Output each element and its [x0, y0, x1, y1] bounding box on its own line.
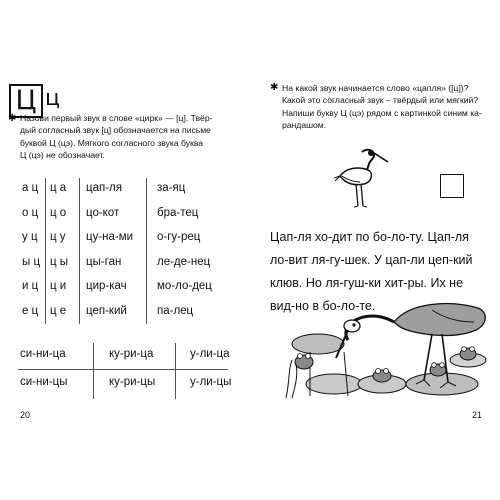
- syllable-cell: ы ц: [22, 256, 41, 268]
- right-instruction-line: рандашом.: [282, 120, 327, 131]
- word-cell: си-ни-цы: [20, 376, 68, 388]
- syllable-cell: е ц: [22, 305, 39, 317]
- word-cell: мо-ло-дец: [157, 280, 212, 292]
- syllable-cell: ц о: [50, 207, 67, 219]
- syllable-cell: ц у: [50, 231, 66, 243]
- word-row: [0, 348, 250, 372]
- syllable-row: [0, 231, 250, 255]
- syllable-row: [0, 207, 250, 231]
- syllable-cell: ц а: [50, 182, 67, 194]
- syllable-row: [0, 305, 250, 329]
- word-cell: цир-кач: [86, 280, 127, 292]
- syllable-row: [0, 256, 250, 280]
- word-cell: ку-ри-цы: [109, 376, 156, 388]
- syllable-cell: ц ы: [50, 256, 69, 268]
- word-cell: па-лец: [157, 305, 194, 317]
- heron-swamp-illustration: [282, 300, 490, 402]
- word-cell: си-ни-ца: [20, 348, 66, 360]
- syllable-cell: и ц: [22, 280, 39, 292]
- syllable-cell: у ц: [22, 231, 38, 243]
- left-instruction-line: буквой Ц (цэ). Мягкого согласного звука буква: [20, 137, 204, 148]
- word-cell: у-ли-цы: [190, 376, 232, 388]
- syllable-row: [0, 182, 250, 206]
- left-instruction-line: дый согласный звук [ц] обозначается на письме: [20, 125, 211, 136]
- word-cell: цеп-кий: [86, 305, 127, 317]
- syllable-cell: а ц: [22, 182, 39, 194]
- word-cell: цо-кот: [86, 207, 120, 219]
- word-cell: цап-ля: [86, 182, 122, 194]
- left-instruction-line: Ц (цэ) не обозначает.: [20, 150, 105, 161]
- answer-box[interactable]: [440, 174, 464, 198]
- word-cell: о-гу-рец: [157, 231, 201, 243]
- reading-line: клюв. Но ля-гуш-ки хит-ры. Их не: [270, 276, 464, 290]
- stork-illustration: [334, 146, 394, 208]
- reading-line: Цап-ля хо-дит по бо-ло-ту. Цап-ля: [270, 230, 469, 244]
- syllable-cell: ц и: [50, 280, 67, 292]
- reading-line: ло-вит ля-гу-шек. У цап-ли цеп-кий: [270, 253, 473, 267]
- right-instruction-line: Напиши букву Ц (цэ) рядом с картинкой синим ка-: [282, 107, 482, 118]
- word-cell: бра-тец: [157, 207, 199, 219]
- word-cell: цы-ган: [86, 256, 122, 268]
- left-instruction-line: Назови первый звук в слове «цирк» — [ц]. Твёр-: [20, 113, 213, 123]
- left-instruction: [20, 112, 246, 162]
- right-instruction: [282, 82, 494, 132]
- reading-line: вид-но в бо-ло-те.: [270, 299, 376, 313]
- task-star-icon: ✱: [270, 82, 279, 93]
- word-cell: ку-ри-ца: [109, 348, 154, 360]
- right-instruction-line: На какой звук начинается слово «цапля» ([ц])?: [282, 83, 469, 93]
- page-number: 21: [472, 410, 483, 420]
- right-instruction-line: Какой это согласный звук – твёрдый или мягкий?: [282, 95, 479, 106]
- page-number: 20: [20, 410, 31, 420]
- word-row: [0, 376, 250, 400]
- syllable-row: [0, 280, 250, 304]
- word-cell: за-яц: [157, 182, 186, 194]
- word-cell: ле-де-нец: [157, 256, 211, 268]
- word-cell: цу-на-ми: [86, 231, 134, 243]
- syllable-cell: о ц: [22, 207, 39, 219]
- letter-card-capital: Ц: [9, 84, 43, 118]
- word-cell: у-ли-ца: [190, 348, 230, 360]
- syllable-cell: ц е: [50, 305, 67, 317]
- letter-lowercase: ц: [45, 86, 60, 111]
- task-star-icon: ✱: [8, 113, 17, 124]
